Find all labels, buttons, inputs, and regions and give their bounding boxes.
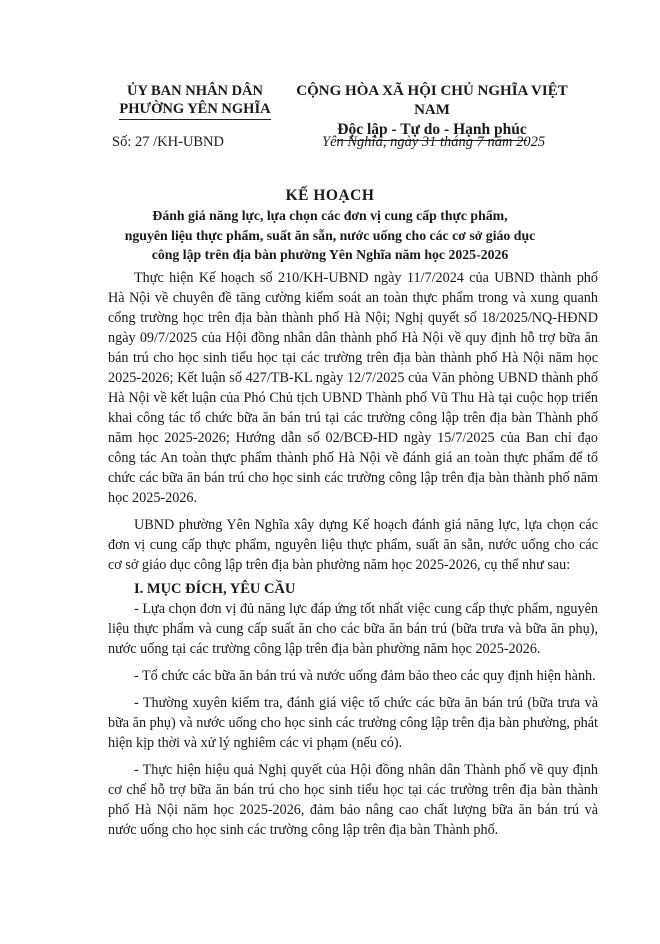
national-motto xyxy=(282,82,582,141)
document-title xyxy=(60,186,600,265)
document-body xyxy=(108,268,598,840)
list-item-4: - Thực hiện hiệu quả Nghị quyết của Hội đồng nhân dân Thành phố về quy định cơ chế hỗ trợ bữa ăn bán trú cho học sinh tiểu học tại các trường trên địa bàn thành phố Hà Nội năm học 2025-2026, đảm bảo nâng cao chất lượng bữa ăn bán trú và nước uống cho học sinh các trường công lập trên địa bàn Thành phố. xyxy=(108,762,598,838)
country-name: CỘNG HÒA XÃ HỘI CHỦ NGHĨA VIỆT NAM xyxy=(296,83,568,118)
paragraph-legal-basis: Thực hiện Kế hoạch số 210/KH-UBND ngày 11/7/2024 của UBND thành phố Hà Nội về chuyên đề tăng cường kiểm soát an toàn thực phẩm trong và xung quanh cổng trường học trên địa bàn thành phố Hà Nội; Nghị quyết số 18/2025/NQ-HĐND ngày 09/7/2025 của Hội đồng nhân dân thành phố Hà Nội về quy định hỗ trợ bữa ăn bán trú cho học sinh tiểu học tại các trường trên địa bàn thành phố Hà Nội năm học 2025-2026; Kết luận số 427/TB-KL ngày 12/7/2025 của Văn phòng UBND thành phố Hà Nội về kết luận của Phó Chủ tịch UBND Thành phố Vũ Thu Hà tại cuộc họp triển khai công tác tổ chức bữa ăn bán trú tại các trường công lập trên địa bàn Thành phố năm học 2025-2026; Hướng dẫn số 02/BCĐ-HD ngày 15/7/2025 của Ban chỉ đạo công tác An toàn thực phẩm thành phố Hà Nội về đánh giá an toàn thực phẩm để tổ chức các bữa ăn bán trú cho học sinh các trường công lập trên địa bàn thành phố năm học 2025-2026. xyxy=(108,270,598,506)
issuing-authority xyxy=(110,82,280,120)
list-item-2: - Tổ chức các bữa ăn bán trú và nước uống đảm bảo theo các quy định hiện hành. xyxy=(134,668,596,684)
document-number: Số: 27 /KH-UBND xyxy=(112,134,224,150)
title-sub-line-1: Đánh giá năng lực, lựa chọn các đơn vị cung cấp thực phẩm, xyxy=(152,208,508,223)
list-item-3: - Thường xuyên kiểm tra, đánh giá việc tổ chức các bữa ăn bán trú (bữa trưa và bữa ăn phụ) và nước uống cho học sinh các trường công lập trên địa bàn phường, phát hiện kịp thời và xử lý nghiêm các vi phạm (nếu có). xyxy=(108,695,598,751)
document-date: Yên Nghĩa, ngày 31 tháng 7 năm 2025 xyxy=(322,134,546,150)
title-main: KẾ HOẠCH xyxy=(285,187,375,204)
authority-line-1: ỦY BAN NHÂN DÂN xyxy=(126,83,263,99)
document-header xyxy=(0,82,660,142)
authority-line-2: PHƯỜNG YÊN NGHĨA xyxy=(119,100,270,120)
title-sub-line-3: công lập trên địa bàn phường Yên Nghĩa năm học 2025-2026 xyxy=(151,247,509,262)
section-heading-1: I. MỤC ĐÍCH, YÊU CẦU xyxy=(134,581,296,597)
reference-line xyxy=(0,134,660,156)
list-item-1: - Lựa chọn đơn vị đủ năng lực đáp ứng tốt nhất việc cung cấp thực phẩm, nguyên liệu thực phẩm và cung cấp suất ăn cho các bữa ăn bán trú (bữa trưa và bữa ăn phụ), nước uống tại các trường công lập trên địa bàn phường năm học 2025-2026. xyxy=(108,601,598,657)
motto-line: Độc lập - Tự do - Hạnh phúc xyxy=(337,120,526,141)
title-sub-line-2: nguyên liệu thực phẩm, suất ăn sẵn, nước uống cho các cơ sở giáo dục xyxy=(124,227,536,243)
paragraph-intro: UBND phường Yên Nghĩa xây dựng Kế hoạch đánh giá năng lực, lựa chọn các đơn vị cung cấp thực phẩm, nguyên liệu thực phẩm, suất ăn sẵn, nước uống cho các cơ sở giáo dục công lập trên địa bàn phường năm học 2025-2026, cụ thể như sau: xyxy=(108,517,598,573)
